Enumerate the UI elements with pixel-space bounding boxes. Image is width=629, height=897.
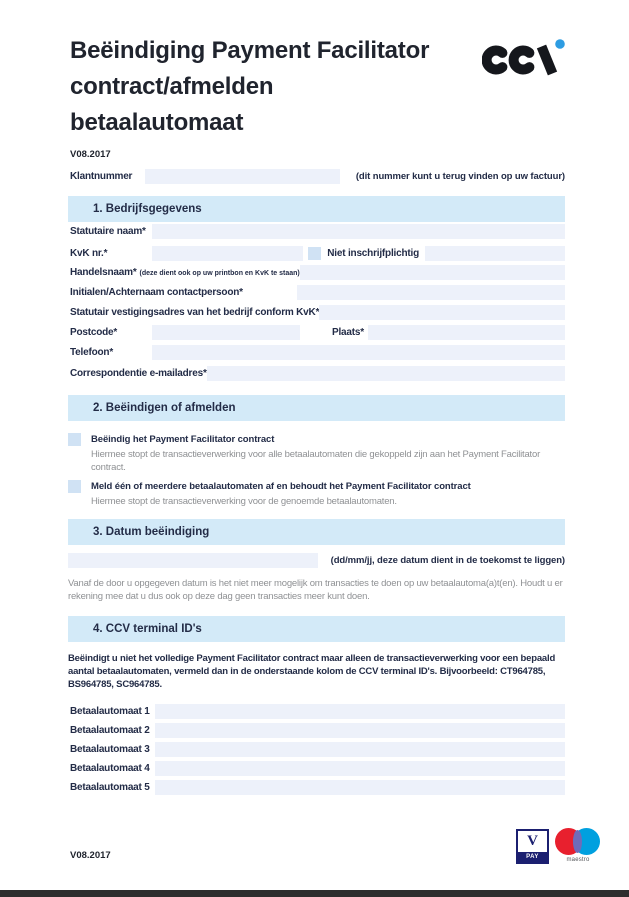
betaalautomaat-3-label: Betaalautomaat 3 bbox=[70, 744, 150, 755]
betaalautomaat-4-input[interactable] bbox=[155, 761, 565, 776]
page-title-line3: betaalautomaat bbox=[70, 109, 244, 136]
datum-beeindiging-input[interactable] bbox=[68, 553, 318, 568]
version-label: V08.2017 bbox=[70, 149, 111, 160]
betaalautomaat-3-row bbox=[68, 742, 565, 757]
contactpersoon-row bbox=[68, 285, 565, 300]
handelsnaam-label: Handelsnaam* bbox=[70, 267, 137, 278]
betaalautomaat-1-input[interactable] bbox=[155, 704, 565, 719]
vpay-logo bbox=[516, 829, 549, 864]
page-title-line2: contract/afmelden bbox=[70, 73, 274, 100]
postcode-plaats-row bbox=[68, 325, 565, 340]
telefoon-input[interactable] bbox=[152, 345, 565, 360]
betaalautomaat-3-input[interactable] bbox=[155, 742, 565, 757]
betaalautomaat-4-label: Betaalautomaat 4 bbox=[70, 763, 150, 774]
handelsnaam-row bbox=[68, 265, 565, 280]
datum-note: Vanaf de door u opgegeven datum is het niet meer mogelijk om transacties te doen op uw betaalautoma(a)t(en). Houdt u er rekening mee dat u dus ook op deze dag geen transacties meer kunt doen. bbox=[68, 578, 563, 602]
betaalautomaat-2-label: Betaalautomaat 2 bbox=[70, 725, 150, 736]
footer-version-label: V08.2017 bbox=[70, 850, 111, 861]
page-title bbox=[70, 33, 500, 141]
vestigingsadres-row bbox=[68, 305, 565, 320]
betaalautomaat-1-row bbox=[68, 704, 565, 719]
kvk-label: KvK nr.* bbox=[70, 248, 108, 259]
page-bottom-edge bbox=[0, 890, 629, 897]
klantnummer-input[interactable] bbox=[145, 169, 340, 184]
vestigingsadres-input[interactable] bbox=[319, 305, 565, 320]
section4-title: 4. CCV terminal ID's bbox=[93, 623, 202, 635]
statutaire-naam-row bbox=[68, 224, 565, 239]
afmelden-automaten-checkbox[interactable] bbox=[68, 480, 81, 493]
email-input[interactable] bbox=[207, 366, 565, 381]
plaats-label: Plaats* bbox=[332, 327, 364, 338]
vestigingsadres-label: Statutair vestigingsadres van het bedrijf conform KvK* bbox=[70, 307, 320, 318]
email-row bbox=[68, 366, 565, 381]
handelsnaam-hint: (deze dient ook op uw printbon en KvK te staan) bbox=[139, 270, 300, 277]
terminal-ids-intro: Beëindigt u niet het volledige Payment Facilitator contract maar alleen de transactieverwerking voor een bepaald aantal betaalautomaten, vermeld dan in de onderstaande kolom de CCV terminal ID's. Bijvoorbeeld: CT964785, BS964785, SC964785. bbox=[68, 653, 556, 690]
vpay-logo-pay: PAY bbox=[518, 852, 547, 862]
ccv-logo bbox=[482, 33, 574, 79]
section2-title: 2. Beëindigen of afmelden bbox=[93, 402, 236, 414]
klantnummer-label: Klantnummer bbox=[70, 171, 133, 182]
contactpersoon-input[interactable] bbox=[297, 285, 565, 300]
betaalautomaat-5-label: Betaalautomaat 5 bbox=[70, 782, 150, 793]
telefoon-row bbox=[68, 345, 565, 360]
handelsnaam-input[interactable] bbox=[300, 265, 565, 280]
statutaire-naam-input[interactable] bbox=[152, 224, 565, 239]
maestro-logo bbox=[555, 828, 601, 866]
kvk-input[interactable] bbox=[152, 246, 303, 261]
beeindig-contract-label: Beëindig het Payment Facilitator contract bbox=[91, 434, 275, 445]
kvk-alternatief-input[interactable] bbox=[425, 246, 565, 261]
section4-header bbox=[68, 616, 565, 642]
telefoon-label: Telefoon* bbox=[70, 347, 114, 358]
beeindig-contract-description: Hiermee stopt de transactieverwerking voor alle betaalautomaten die gekoppeld zijn aan het Payment Facilitator contract. bbox=[91, 449, 541, 473]
maestro-overlap bbox=[573, 830, 582, 853]
section1-header bbox=[68, 196, 565, 222]
betaalautomaat-2-input[interactable] bbox=[155, 723, 565, 738]
betaalautomaat-5-row bbox=[68, 780, 565, 795]
datum-format-hint: (dd/mm/jj, deze datum dient in de toekomst te liggen) bbox=[330, 555, 565, 566]
maestro-logo-label: maestro bbox=[566, 857, 590, 863]
email-label: Correspondentie e-mailadres* bbox=[70, 368, 207, 379]
afmelden-automaten-label: Meld één of meerdere betaalautomaten af en behoudt het Payment Facilitator contract bbox=[91, 481, 471, 492]
niet-inschrijfplichtig-label: Niet inschrijfplichtig bbox=[327, 248, 419, 259]
betaalautomaat-1-label: Betaalautomaat 1 bbox=[70, 706, 150, 717]
vpay-logo-v: V bbox=[527, 833, 538, 849]
section2-header bbox=[68, 395, 565, 421]
statutaire-naam-label: Statutaire naam* bbox=[70, 226, 146, 237]
page-title-line1: Beëindiging Payment Facilitator bbox=[70, 37, 430, 64]
ccv-logo-dot bbox=[555, 39, 565, 49]
klantnummer-note: (dit nummer kunt u terug vinden op uw factuur) bbox=[355, 171, 565, 182]
contactpersoon-label: Initialen/Achternaam contactpersoon* bbox=[70, 287, 243, 298]
niet-inschrijfplichtig-checkbox[interactable] bbox=[308, 247, 321, 260]
betaalautomaat-5-input[interactable] bbox=[155, 780, 565, 795]
betaalautomaat-2-row bbox=[68, 723, 565, 738]
postcode-input[interactable] bbox=[152, 325, 300, 340]
section3-header bbox=[68, 519, 565, 545]
afmelden-automaten-description: Hiermee stopt de transactieverwerking voor de genoemde betaalautomaten. bbox=[91, 496, 397, 507]
plaats-input[interactable] bbox=[368, 325, 565, 340]
betaalautomaat-4-row bbox=[68, 761, 565, 776]
section1-title: 1. Bedrijfsgegevens bbox=[93, 203, 202, 215]
beeindig-contract-checkbox[interactable] bbox=[68, 433, 81, 446]
postcode-label: Postcode* bbox=[70, 327, 118, 338]
kvk-row bbox=[68, 246, 565, 261]
section3-title: 3. Datum beëindiging bbox=[93, 526, 210, 538]
